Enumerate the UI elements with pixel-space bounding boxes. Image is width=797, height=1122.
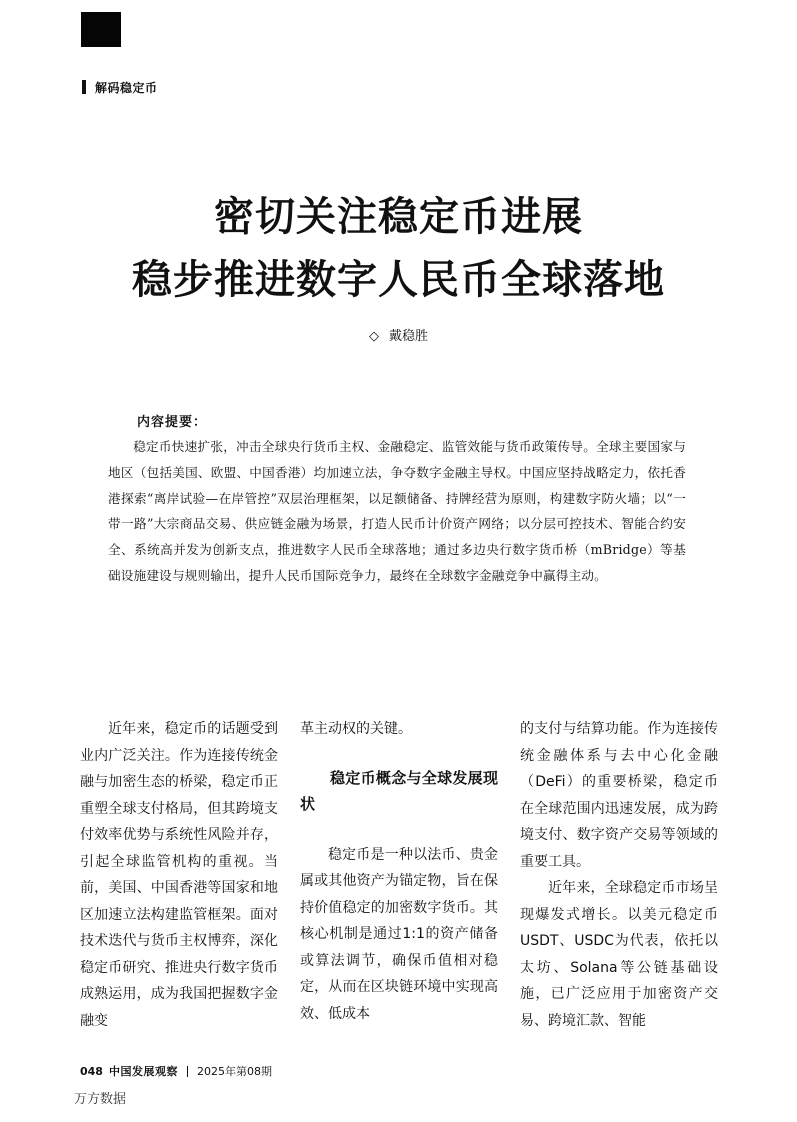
body-paragraph: 近年来，稳定币的话题受到业内广泛关注。作为连接传统金融与加密生态的桥梁，稳定币正重塑全球支付格局，但其跨境支付效率优势与系统性风险并存，引起全球监管机构的重视。当前，美国、中国香港等国家和地区加速立法构建监管框架。面对技术迭代与货币主权博弈，深化稳定币研究、推进央行数字货币成熟运用，成为我国把握数字金融变	[80, 721, 278, 1029]
article-title-line-2: 稳步推进数字人民币全球落地	[132, 257, 665, 303]
corner-marker-block	[81, 12, 121, 47]
article-title-line-1: 密切关注稳定币进展	[214, 194, 583, 240]
journal-name: 中国发展观察	[108, 1065, 178, 1078]
section-bar-icon	[82, 80, 86, 94]
section-label: 解码稳定币	[95, 80, 158, 95]
issue-label: 2025年第08期	[196, 1065, 272, 1078]
page-footer	[80, 1063, 272, 1079]
abstract-body	[108, 434, 686, 589]
section-tag	[82, 79, 158, 95]
author-line	[0, 325, 797, 344]
page-number: 048	[80, 1064, 103, 1078]
body-column-2	[300, 716, 498, 1027]
watermark: 万方数据	[74, 1092, 127, 1107]
abstract-text: 稳定币快速扩张，冲击全球央行货币主权、金融稳定、监管效能与货币政策传导。全球主要国家与地区（包括美国、欧盟、中国香港）均加速立法，争夺数字金融主导权。中国应坚持战略定力，依托香港探索“离岸试验—在岸管控”双层治理框架，以足额储备、持牌经营为原则，构建数字防火墙；以“一带一路”大宗商品交易、供应链金融为场景，打造人民币计价资产网络；以分层可控技术、智能合约安全、系统高并发为创新支点，推进数字人民币全球落地；通过多边央行数字货币桥（mBridge）等基础设施建设与规则输出，提升人民币国际竞争力，最终在全球数字金融竞争中赢得主动。	[108, 439, 686, 583]
body-column-1	[80, 716, 278, 1034]
footer-divider	[187, 1066, 188, 1077]
body-paragraph: 的支付与结算功能。作为连接传统金融体系与去中心化金融（DeFi）的重要桥梁，稳定币在全球范围内迅速发展，成为跨境支付、数字资产交易等领域的重要工具。	[520, 721, 718, 870]
body-column-3	[520, 716, 718, 1034]
section-heading: 稳定币概念与全球发展现状	[300, 768, 498, 813]
author-name: 戴稳胜	[388, 329, 428, 344]
body-paragraph: 革主动权的关键。	[300, 721, 412, 737]
diamond-icon: ◇	[368, 329, 379, 344]
abstract-heading: 内容提要：	[137, 415, 208, 430]
body-paragraph: 稳定币是一种以法币、贵金属或其他资产为锚定物，旨在保持价值稳定的加密数字货币。其核心机制是通过1:1的资产储备或算法调节，确保币值相对稳定，从而在区块链环境中实现高效、低成本	[300, 846, 498, 1022]
body-paragraph: 近年来，全球稳定币市场呈现爆发式增长。以美元稳定币USDT、USDC为代表，依托以太坊、Solana等公链基础设施，已广泛应用于加密资产交易、跨境汇款、智能	[520, 880, 718, 1029]
